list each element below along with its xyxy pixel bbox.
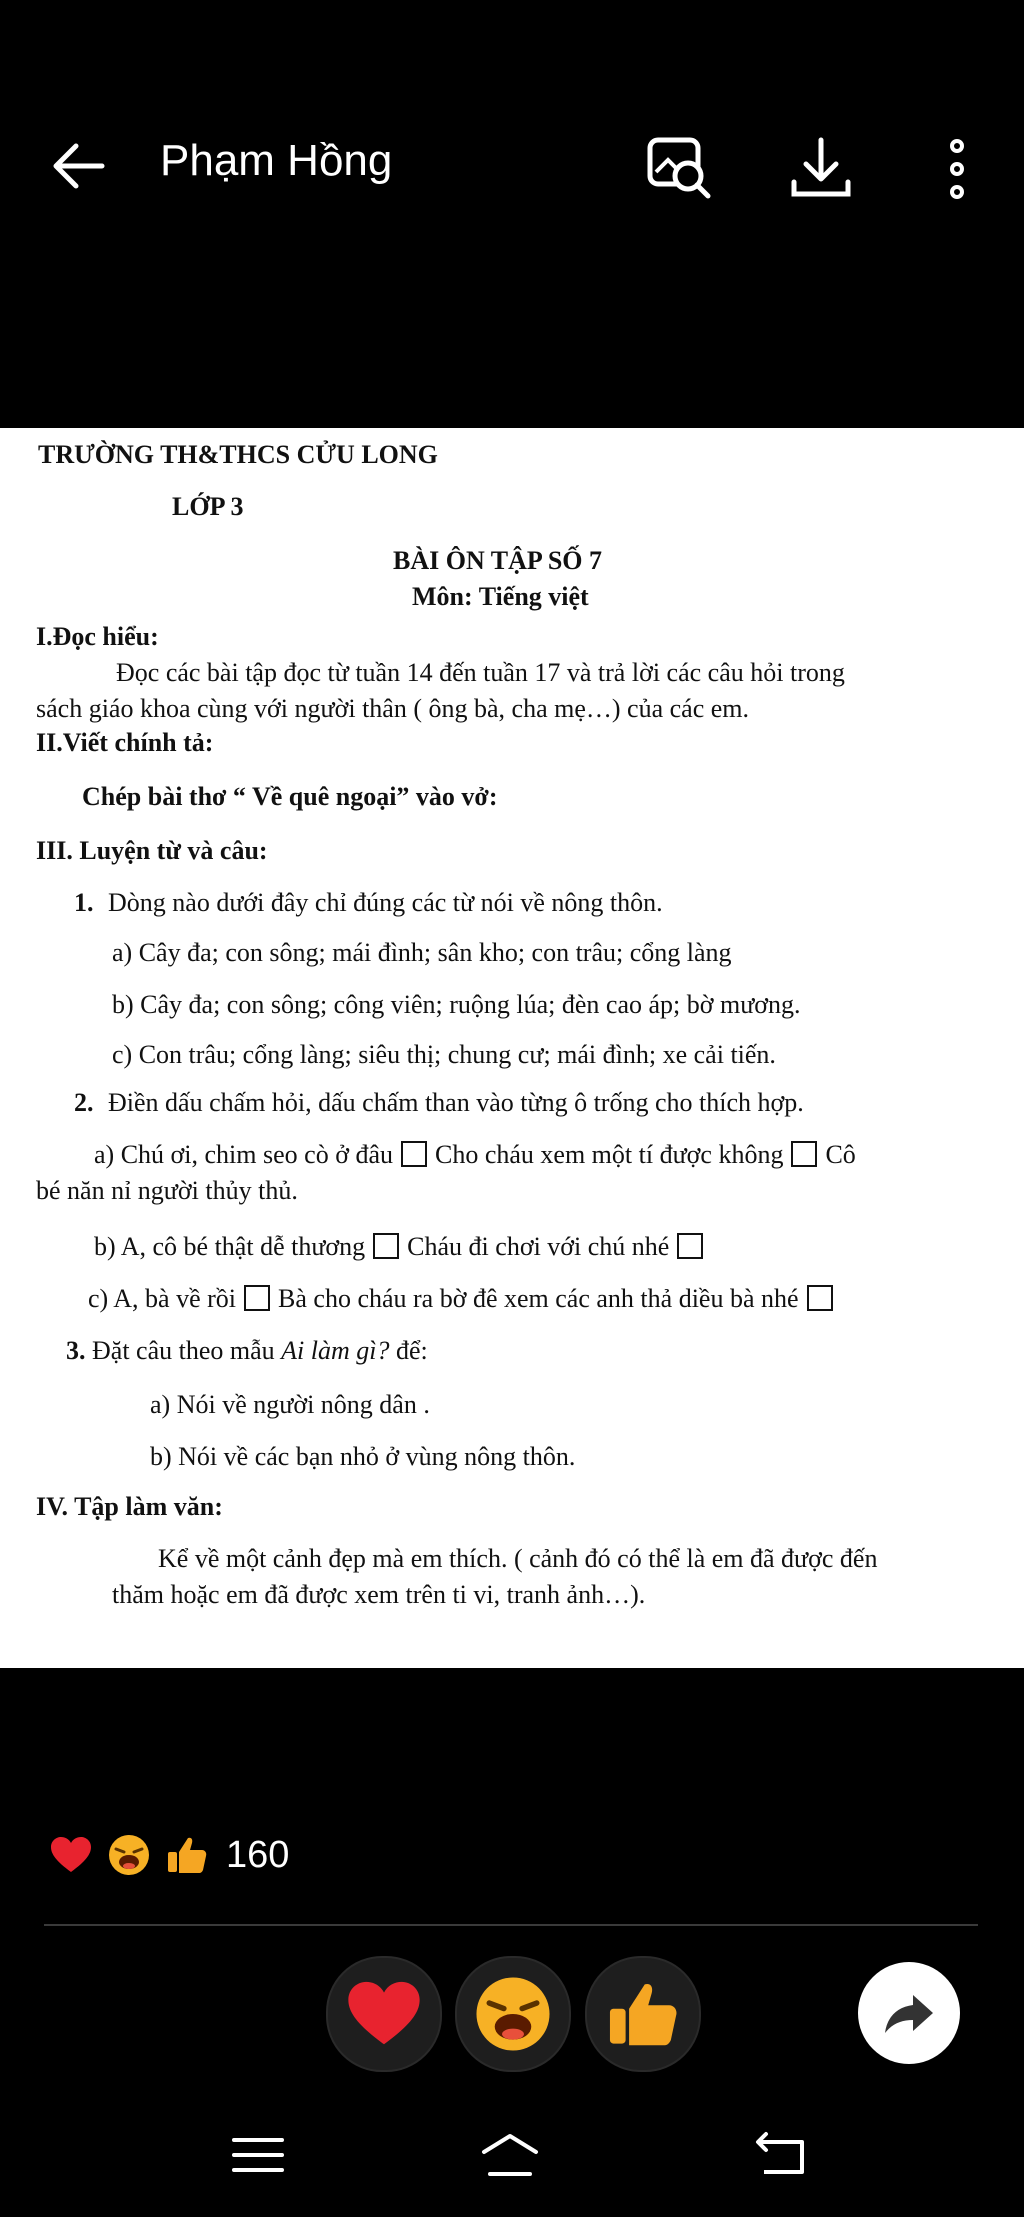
reactions-summary[interactable]: [48, 1830, 289, 1880]
answer-box: [373, 1233, 399, 1259]
arrow-left-icon[interactable]: [48, 136, 108, 196]
home-icon[interactable]: [480, 2130, 540, 2180]
heart-reaction-button[interactable]: [326, 1956, 442, 2072]
image-search-icon[interactable]: [644, 132, 718, 206]
reaction-count: 160: [226, 1833, 290, 1876]
question-2-item-c-part-1: c) A, bà về rồi: [88, 1284, 237, 1313]
question-1-text: Dòng nào dưới đây chỉ đúng các từ nói về nông thôn.: [108, 888, 663, 917]
divider: [44, 1924, 978, 1926]
more-vertical-icon[interactable]: [920, 132, 994, 206]
question-3-number: 3.: [66, 1336, 86, 1365]
answer-box: [791, 1141, 817, 1167]
question-2-item-a: [94, 1140, 856, 1170]
page-title: Phạm Hồng: [160, 136, 393, 185]
question-2-item-c-part-2: Bà cho cháu ra bờ đê xem các anh thả diều bà nhé: [278, 1284, 799, 1313]
question-3-text-pre: Đặt câu theo mẫu: [92, 1336, 275, 1365]
menu-icon[interactable]: [228, 2130, 288, 2180]
question-1-number: 1.: [74, 888, 94, 917]
question-1-option-a: a) Cây đa; con sông; mái đình; sân kho; con trâu; cổng làng: [112, 938, 732, 967]
thumbs-up-icon: [164, 1832, 210, 1878]
section-1-text-1: Đọc các bài tập đọc từ tuần 14 đến tuần 17 và trả lời các câu hỏi trong: [116, 658, 845, 687]
question-2-item-b: [94, 1232, 711, 1262]
question-2-item-c: [88, 1284, 841, 1314]
question-3-text-post: để:: [396, 1336, 428, 1365]
document-image[interactable]: [0, 428, 1024, 1668]
section-2-text: Chép bài thơ “ Về quê ngoại” vào vở:: [82, 782, 498, 811]
question-3: [66, 1336, 428, 1366]
question-2-text: Điền dấu chấm hỏi, dấu chấm than vào từng ô trống cho thích hợp.: [108, 1088, 804, 1117]
question-3-pattern: Ai làm gì?: [281, 1336, 390, 1365]
heart-icon: [48, 1832, 94, 1878]
question-2-item-a-continued: bé năn nỉ người thủy thủ.: [36, 1176, 298, 1205]
question-2-item-a-part-1: a) Chú ơi, chim seo cò ở đâu: [94, 1140, 393, 1169]
laugh-icon: [471, 1972, 555, 2056]
class-name: LỚP 3: [172, 492, 244, 521]
thumbs-up-icon: [603, 1974, 683, 2054]
question-2-number: 2.: [74, 1088, 94, 1117]
question-1-option-b: b) Cây đa; con sông; công viên; ruộng lúa; đèn cao áp; bờ mương.: [112, 990, 801, 1019]
section-2-title: II.Viết chính tả:: [36, 728, 214, 757]
document-heading: BÀI ÔN TẬP SỐ 7: [393, 546, 603, 575]
laugh-icon: [106, 1832, 152, 1878]
question-2-item-b-part-1: b) A, cô bé thật dễ thương: [94, 1232, 366, 1261]
laugh-reaction-button[interactable]: [455, 1956, 571, 2072]
section-4-text-2: thăm hoặc em đã được xem trên ti vi, tranh ảnh…).: [112, 1580, 646, 1609]
answer-box: [807, 1285, 833, 1311]
answer-box: [401, 1141, 427, 1167]
answer-box: [244, 1285, 270, 1311]
question-3-option-a: a) Nói về người nông dân .: [150, 1390, 430, 1419]
answer-box: [677, 1233, 703, 1259]
top-bar: [0, 0, 1024, 330]
share-icon: [881, 1985, 937, 2041]
question-2-item-b-part-2: Cháu đi chơi với chú nhé: [407, 1232, 670, 1261]
question-3-option-b: b) Nói về các bạn nhỏ ở vùng nông thôn.: [150, 1442, 576, 1471]
school-name: TRƯỜNG TH&THCS CỬU LONG: [38, 440, 438, 469]
like-reaction-button[interactable]: [585, 1956, 701, 2072]
section-3-title: III. Luyện từ và câu:: [36, 836, 268, 865]
question-2-item-a-part-2: Cho cháu xem một tí được không: [435, 1140, 784, 1169]
subject-label: Môn: Tiếng việt: [412, 582, 589, 611]
download-icon[interactable]: [784, 132, 858, 206]
question-1-option-c: c) Con trâu; cổng làng; siêu thị; chung cư; mái đình; xe cải tiến.: [112, 1040, 776, 1069]
section-1-title: I.Đọc hiểu:: [36, 622, 159, 651]
heart-icon: [343, 1973, 425, 2055]
share-button[interactable]: [858, 1962, 960, 2064]
section-1-text-2: sách giáo khoa cùng với người thân ( ông bà, cha mẹ…) của các em.: [36, 694, 750, 723]
back-icon[interactable]: [752, 2130, 812, 2180]
section-4-title: IV. Tập làm văn:: [36, 1492, 223, 1521]
section-4-text-1: Kể về một cảnh đẹp mà em thích. ( cảnh đó có thể là em đã được đến: [158, 1544, 878, 1573]
question-2-item-a-part-3: Cô: [825, 1140, 856, 1169]
